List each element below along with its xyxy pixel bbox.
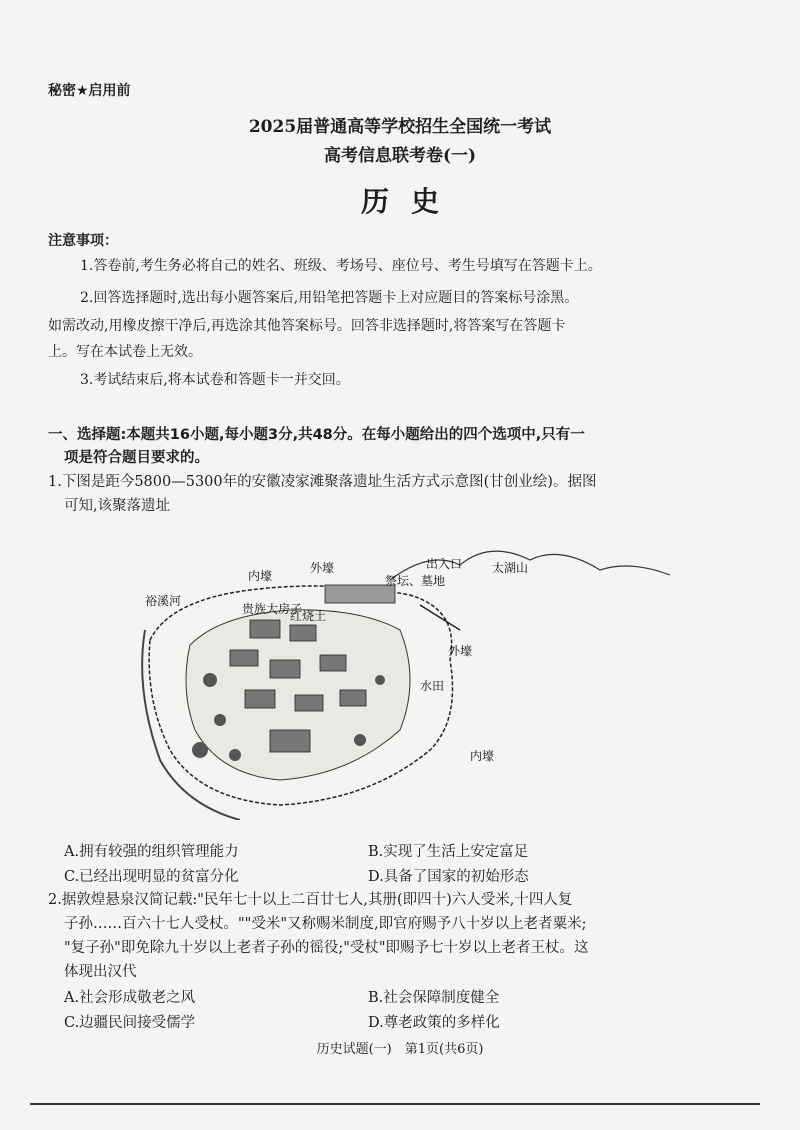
bottom-rule bbox=[30, 1103, 760, 1105]
question-2-line-3: "复子孙"即免除九十岁以上老者子孙的徭役;"受杖"即赐予七十岁以上老者王杖。这 bbox=[64, 940, 589, 956]
q2-option-d: D.尊老政策的多样化 bbox=[368, 1015, 500, 1031]
notice-item-3: 3.考试结束后,将本试卷和答题卡一并交回。 bbox=[80, 372, 350, 388]
question-1-line-1: 1.下图是距今5800—5300年的安徽凌家滩聚落遗址生活方式示意图(甘创业绘)。据图 bbox=[48, 474, 597, 490]
section-heading-line-2: 项是符合题目要求的。 bbox=[64, 450, 209, 466]
question-2-stem bbox=[48, 888, 688, 984]
notice-item-1: 1.答卷前,考生务必将自己的姓名、班级、考场号、座位号、考生号填写在答题卡上。 bbox=[80, 258, 602, 274]
question-1-stem bbox=[48, 470, 688, 518]
question-2-line-1: 2.据敦煌悬泉汉简记载:"民年七十以上二百廿七人,其册(即四十)六人受米,十四人复 bbox=[48, 892, 573, 908]
notice-item-2-line-1: 2.回答选择题时,选出每小题答案后,用铅笔把答题卡上对应题目的答案标号涂黑。 bbox=[80, 290, 579, 306]
q2-option-a: A.社会形成敬老之风 bbox=[64, 990, 196, 1006]
label-inner-moat: 内壕 bbox=[248, 569, 273, 583]
question-1-line-2: 可知,该聚落遗址 bbox=[64, 498, 171, 514]
label-taihu-mountain: 太湖山 bbox=[492, 561, 529, 575]
notice-item-2-line-2: 如需改动,用橡皮擦干净后,再选涂其他答案标号。回答非选择题时,将答案写在答题卡 bbox=[48, 318, 566, 334]
label-outer-moat-right: 外壕 bbox=[448, 644, 473, 658]
q1-option-d: D.具备了国家的初始形态 bbox=[368, 869, 529, 885]
exam-title: 2025届普通高等学校招生全国统一考试 bbox=[248, 117, 552, 137]
settlement-illustration bbox=[130, 520, 670, 820]
q1-option-b: B.实现了生活上安定富足 bbox=[368, 844, 529, 860]
question-2-line-2: 子孙……百六十七人受杖。""受米"又称赐米制度,即官府赐予八十岁以上老者粟米; bbox=[64, 916, 587, 932]
label-chief-house: 贵族大房子 bbox=[242, 602, 303, 616]
label-entrance: 出入口 bbox=[426, 557, 463, 571]
label-outer-moat: 外壕 bbox=[310, 561, 335, 575]
subject-title: 历史 bbox=[360, 185, 461, 218]
section-heading-line-1: 一、选择题:本题共16小题,每小题3分,共48分。在每小题给出的四个选项中,只有一 bbox=[48, 427, 585, 443]
label-inner-moat-bottom: 内壕 bbox=[470, 749, 495, 763]
q1-option-a: A.拥有较强的组织管理能力 bbox=[64, 844, 239, 860]
page-footer: 历史试题(一) 第1页(共6页) bbox=[316, 1042, 484, 1057]
secret-label: 秘密★启用前 bbox=[48, 83, 131, 99]
label-red-soil: 红烧土 bbox=[290, 609, 327, 623]
exam-subtitle: 高考信息联考卷(一) bbox=[323, 146, 477, 166]
notice-heading: 注意事项： bbox=[48, 233, 118, 249]
q2-option-c: C.边疆民间接受儒学 bbox=[64, 1015, 196, 1031]
label-altar-cemetery: 祭坛、墓地 bbox=[385, 574, 446, 588]
label-river: 裕溪河 bbox=[145, 594, 182, 608]
q2-option-b: B.社会保障制度健全 bbox=[368, 990, 500, 1006]
q1-option-c: C.已经出现明显的贫富分化 bbox=[64, 869, 239, 885]
label-paddy: 水田 bbox=[420, 679, 445, 693]
question-2-line-4: 体现出汉代 bbox=[64, 964, 137, 980]
notice-item-2-line-3: 上。写在本试卷上无效。 bbox=[48, 344, 202, 360]
section-heading bbox=[48, 424, 688, 470]
